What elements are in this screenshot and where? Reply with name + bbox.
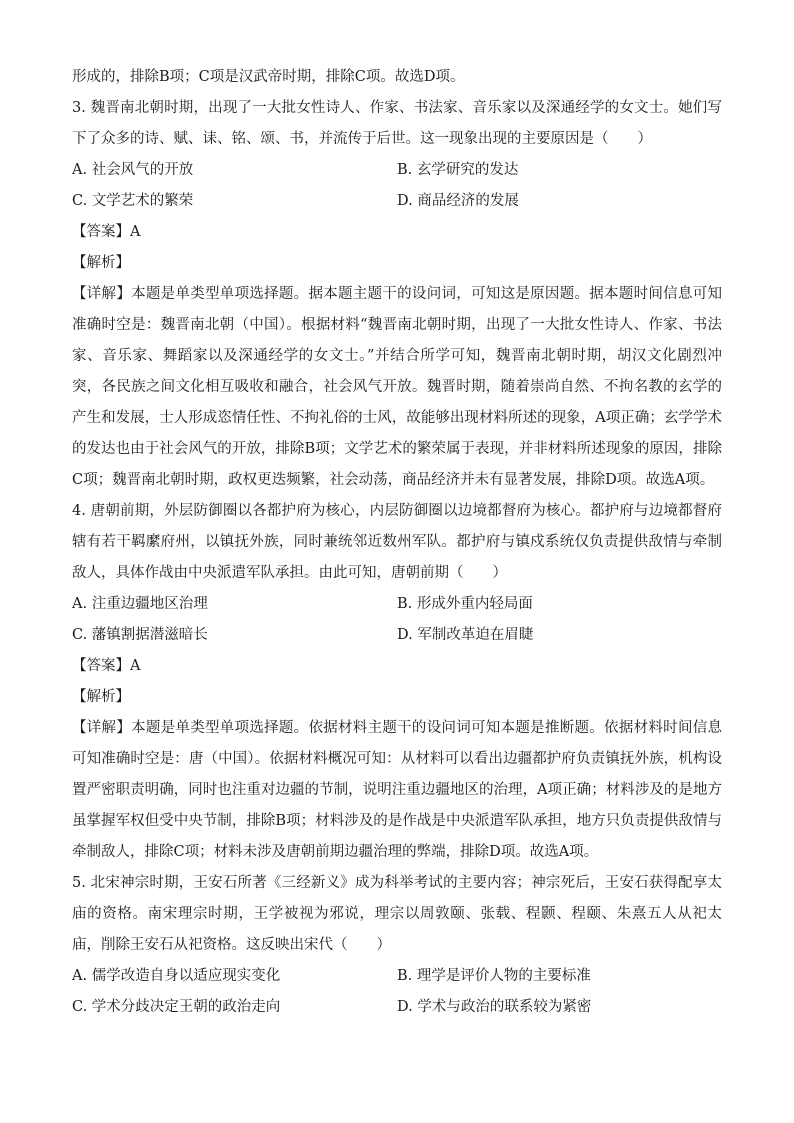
question-4-option-a: A. 注重边疆地区治理 xyxy=(72,596,208,612)
question-3-stem: 3. 魏晋南北朝时期，出现了一大批女性诗人、作家、书法家、音乐家以及深通经学的女文士。她们写下了众多的诗、赋、诔、铭、颂、书，并流传于后世。这一现象出现的主要原因是（ ） xyxy=(72,100,722,147)
question-3-answer: 【答案】A xyxy=(72,224,141,240)
question-3-options xyxy=(72,155,722,217)
question-5-option-c: C. 学术分歧决定王朝的政治走向 xyxy=(72,999,281,1015)
question-4-option-d: D. 军制改革迫在眉睫 xyxy=(397,627,534,643)
question-3-option-a: A. 社会风气的开放 xyxy=(72,162,194,178)
question-4-analysis-label: 【解析】 xyxy=(72,689,130,705)
question-4-stem: 4. 唐朝前期，外层防御圈以各都护府为核心，内层防御圈以边境都督府为核心。都护府与边境都督府辖有若干羁縻府州，以镇抚外族，同时兼统邻近数州军队。都护府与镇戍系统仅负责提供敌情与牵制敌人，具体作战由中央派遣军队承担。由此可知，唐朝前期（ ） xyxy=(72,503,722,581)
question-4-answer: 【答案】A xyxy=(72,658,141,674)
question-4-options xyxy=(72,589,722,651)
question-4 xyxy=(72,496,722,868)
question-3 xyxy=(72,93,722,496)
question-3-detail: 【详解】本题是单类型单项选择题。据本题主题干的设问词，可知这是原因题。据本题时间信息可知准确时空是：魏晋南北朝（中国）。根据材料“魏晋南北朝时期，出现了一大批女性诗人、作家、书法家、音乐家、舞蹈家以及深通经学的女文士。”并结合所学可知，魏晋南北朝时期，胡汉文化剧烈冲突，各民族之间文化相互吸收和融合，社会风气开放。魏晋时期，随着崇尚自然、不拘名教的玄学的产生和发展，士人形成恣情任性、不拘礼俗的士风，故能够出现材料所述的现象，A项正确；玄学学术的发达也由于社会风气的开放，排除B项；文学艺术的繁荣属于表现，并非材料所述现象的原因，排除C项；魏晋南北朝时期，政权更迭频繁，社会动荡，商品经济并未有显著发展，排除D项。故选A项。 xyxy=(72,286,722,488)
question-3-analysis-label: 【解析】 xyxy=(72,255,130,271)
question-3-option-b: B. 玄学研究的发达 xyxy=(397,162,519,178)
question-5-option-a: A. 儒学改造自身以适应现实变化 xyxy=(72,968,281,984)
question-5 xyxy=(72,868,722,1023)
question-5-options xyxy=(72,961,722,1023)
carry-over-line: 形成的，排除B项；C项是汉武帝时期，排除C项。故选D项。 xyxy=(72,69,465,85)
question-4-detail: 【详解】本题是单类型单项选择题。依据材料主题干的设问词可知本题是推断题。依据材料时间信息可知准确时空是：唐（中国）。依据材料概况可知：从材料可以看出边疆都护府负责镇抚外族，机构设置严密职责明确，同时也注重对边疆的节制，说明注重边疆地区的治理，A项正确；材料涉及的是地方虽掌握军权但受中央节制，排除B项；材料涉及的是作战是中央派遣军队承担，地方只负责提供敌情与牵制敌人，排除C项；材料未涉及唐朝前期边疆治理的弊端，排除D项。故选A项。 xyxy=(72,720,722,860)
question-3-option-d: D. 商品经济的发展 xyxy=(397,193,519,209)
document-page xyxy=(72,62,722,1023)
question-4-option-b: B. 形成外重内轻局面 xyxy=(397,596,533,612)
question-3-option-c: C. 文学艺术的繁荣 xyxy=(72,193,194,209)
question-5-option-d: D. 学术与政治的联系较为紧密 xyxy=(397,999,592,1015)
question-4-option-c: C. 藩镇割据潜滋暗长 xyxy=(72,627,208,643)
question-5-option-b: B. 理学是评价人物的主要标准 xyxy=(397,968,591,984)
question-5-stem: 5. 北宋神宗时期，王安石所著《三经新义》成为科举考试的主要内容；神宗死后，王安石获得配享太庙的资格。南宋理宗时期，王学被视为邪说，理宗以周敦颐、张载、程颢、程颐、朱熹五人从祀太庙，削除王安石从祀资格。这反映出宋代（ ） xyxy=(72,875,722,953)
